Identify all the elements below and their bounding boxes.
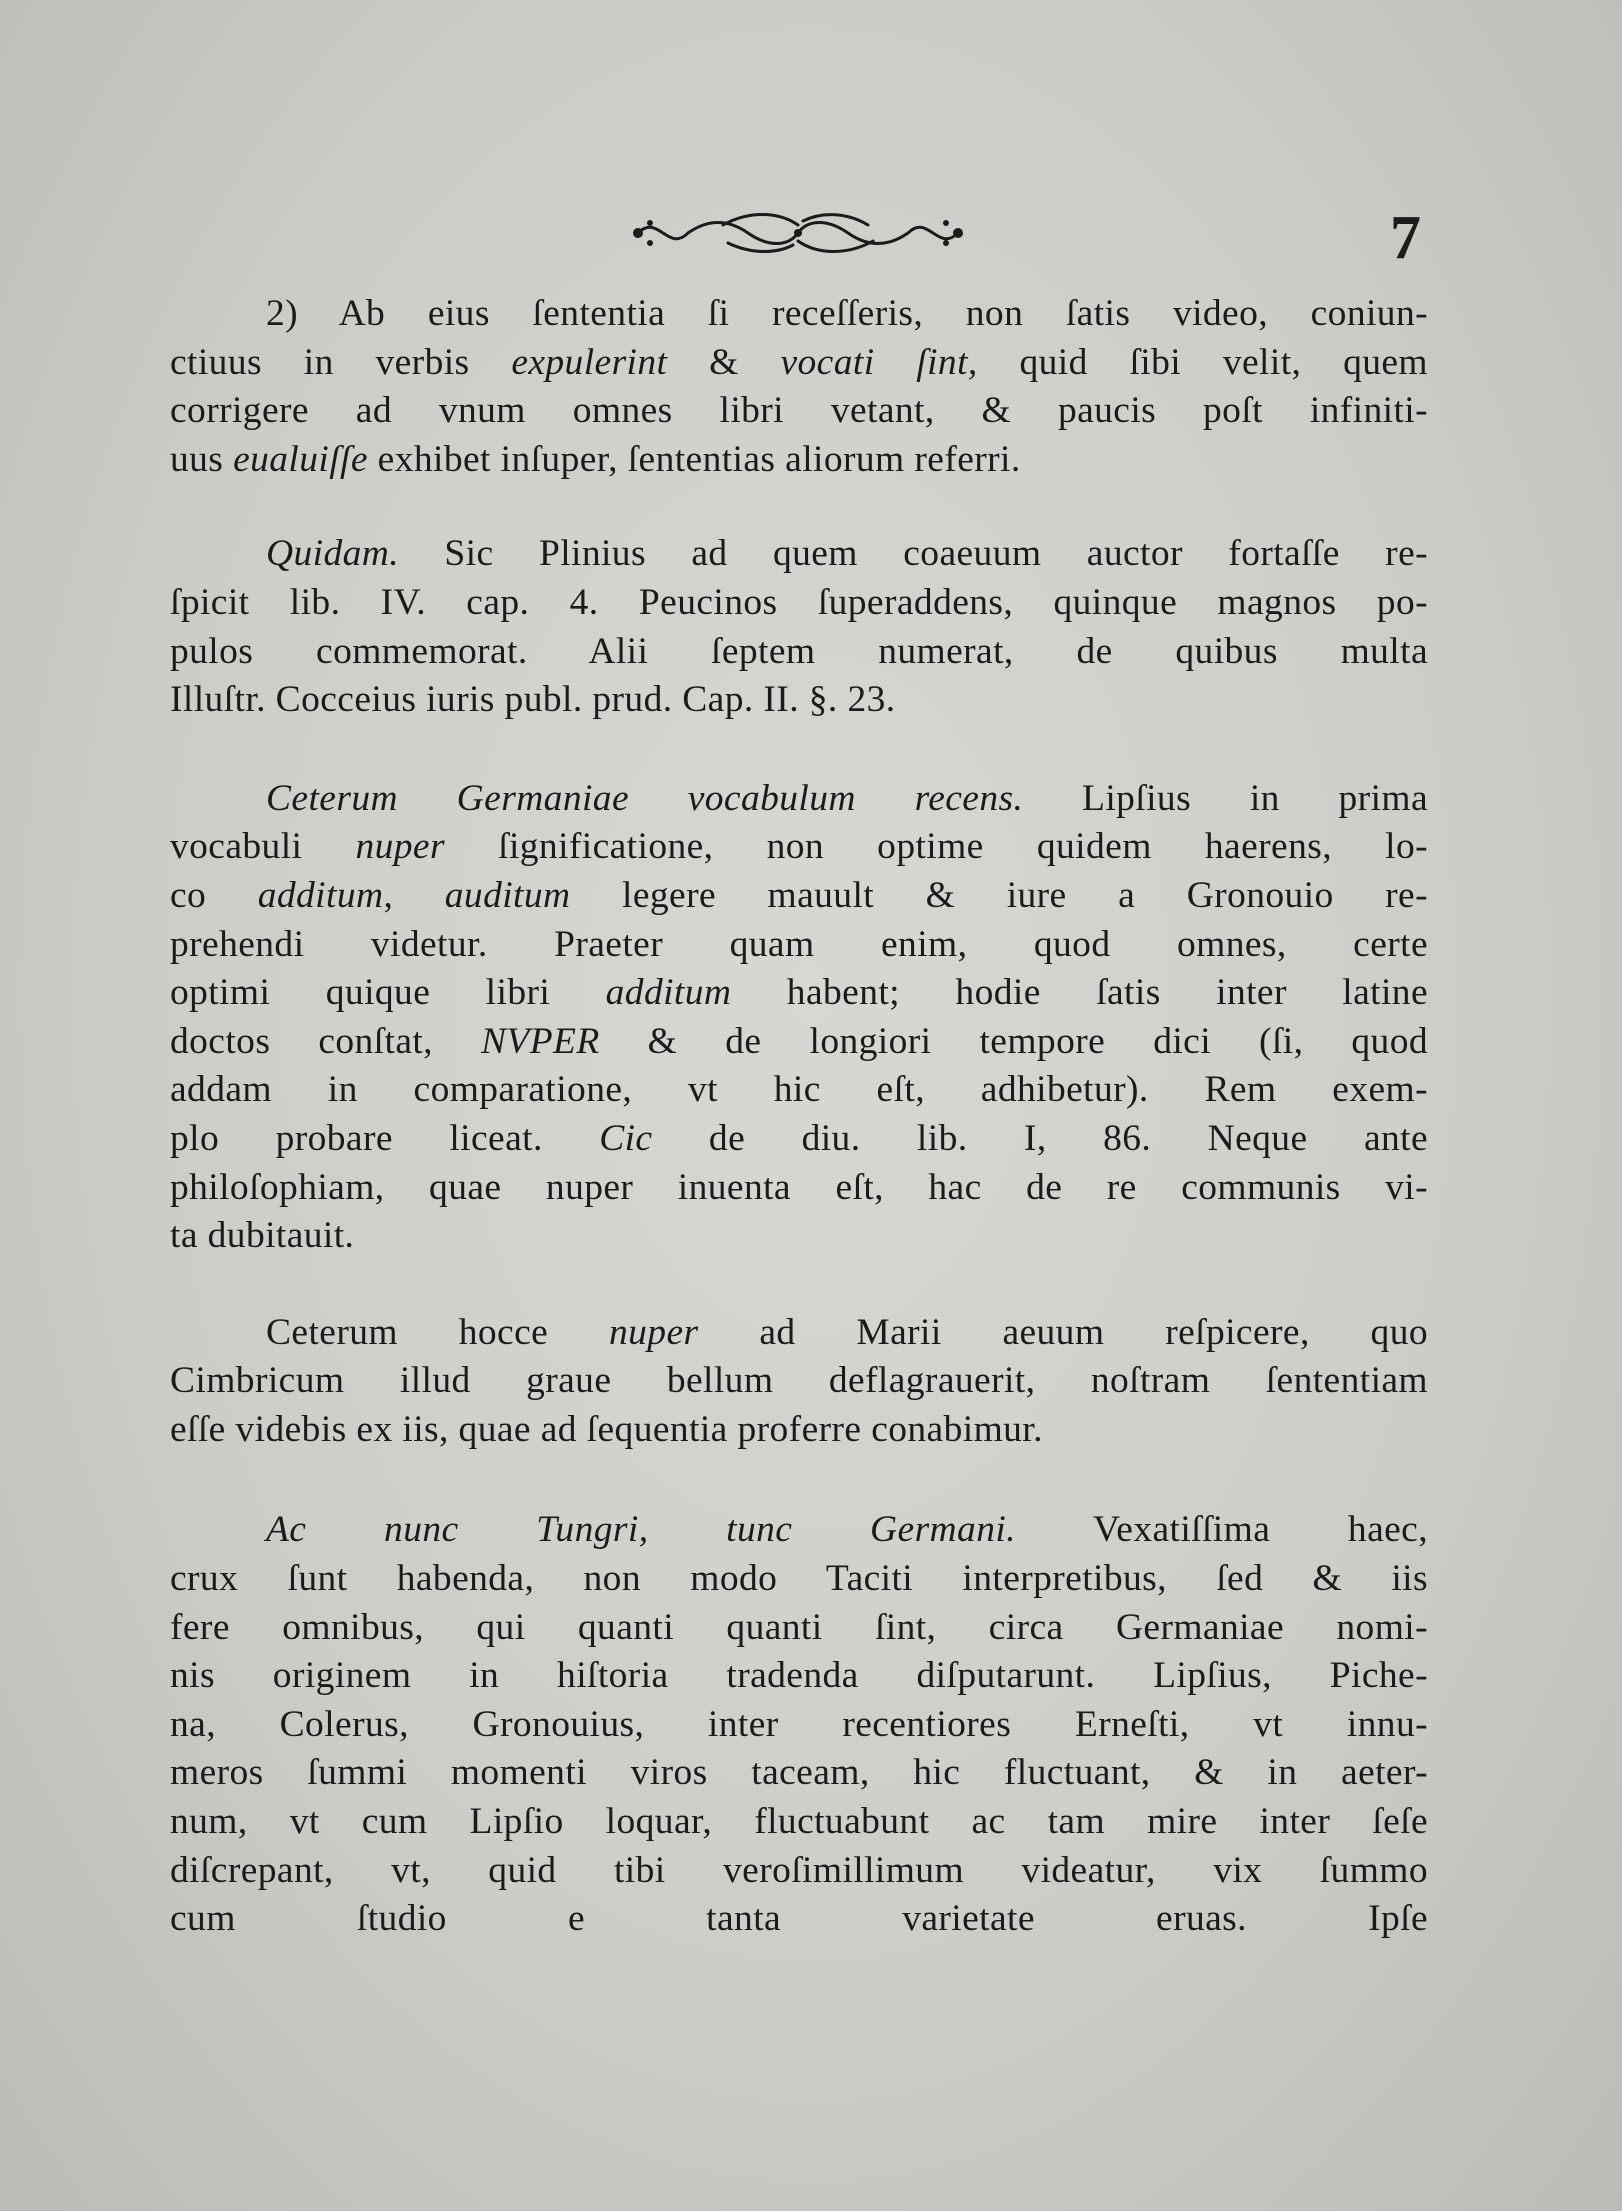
text-line	[170, 775, 1428, 824]
text-run: Lipſius in prima	[1023, 777, 1428, 819]
italic-run: nuper	[355, 826, 445, 868]
text-line	[170, 1847, 1428, 1896]
text-line	[170, 1309, 1428, 1358]
text-run: & de longiori tempore dici (ſi, quod	[599, 1020, 1428, 1062]
text-line	[170, 290, 1428, 339]
text-run: 2) Ab eius ſententia ſi receſſeris, non ſatis video, coniun-	[266, 293, 1428, 334]
text-run: ſpicit lib. IV. cap. 4. Peucinos ſuperaddens, quinque magnos po-	[170, 581, 1428, 623]
text-line	[170, 921, 1428, 970]
page-number: 7	[1390, 204, 1421, 272]
text-line	[170, 387, 1428, 436]
paragraph	[170, 1506, 1428, 1943]
text-run: ta dubitauit.	[170, 1215, 355, 1257]
text-run: crux ſunt habenda, non modo Taciti interpretibus, ſed & iis	[170, 1558, 1428, 1600]
text-run: doctos conſtat,	[170, 1020, 481, 1062]
text-run: Vexatiſſima haec,	[1015, 1509, 1428, 1551]
text-run: pulos commemorat. Alii ſeptem numerat, de quibus multa	[170, 630, 1428, 672]
italic-run: nuper	[609, 1311, 699, 1353]
text-run: Ceterum hocce	[266, 1311, 609, 1353]
text-run: uus	[170, 438, 234, 480]
text-run: vocabuli	[170, 826, 356, 868]
body-text	[170, 290, 1428, 1992]
text-run: ad Marii aeuum reſpicere, quo	[698, 1311, 1428, 1353]
text-line	[170, 1066, 1428, 1115]
text-line	[170, 530, 1428, 579]
text-line	[170, 676, 1428, 725]
text-line	[170, 1798, 1428, 1847]
italic-run: Cic	[599, 1117, 653, 1159]
italic-run: additum	[257, 874, 384, 916]
text-run: nis originem in hiſtoria tradenda diſputarunt. Lipſius, Piche-	[170, 1655, 1428, 1697]
text-run: &	[667, 341, 781, 383]
text-run: fere omnibus, qui quanti quanti ſint, circa Germaniae nomi-	[170, 1606, 1428, 1648]
text-run: Cimbricum illud graue bellum deflagrauerit, noſtram ſententiam	[170, 1360, 1428, 1402]
text-line	[170, 1506, 1428, 1555]
text-run: ,	[383, 874, 445, 916]
text-line	[170, 1749, 1428, 1798]
text-run: optimi quique libri	[170, 972, 606, 1014]
text-line	[170, 1115, 1428, 1164]
italic-run: additum	[605, 972, 732, 1014]
text-line	[170, 1604, 1428, 1653]
text-run: prehendi videtur. Praeter quam enim, quod omnes, certe	[170, 923, 1428, 965]
text-line	[170, 1018, 1428, 1067]
text-run: eſſe videbis ex iis, quae ad ſequentia proferre conabimur.	[170, 1408, 1043, 1450]
text-line	[170, 823, 1428, 872]
text-line	[170, 1555, 1428, 1604]
text-run: corrigere ad vnum omnes libri vetant, & paucis poſt infiniti-	[170, 390, 1428, 432]
text-run: meros ſummi momenti viros taceam, hic fluctuant, & in aeter-	[170, 1752, 1428, 1794]
text-run: cum ſtudio e tanta varietate eruas. Ipſe	[170, 1898, 1428, 1940]
italic-run: expulerint	[511, 341, 668, 383]
text-line	[170, 1652, 1428, 1701]
text-run: num, vt cum Lipſio loquar, fluctuabunt ac tam mire inter ſeſe	[170, 1801, 1428, 1843]
text-line	[170, 339, 1428, 388]
text-line	[170, 1895, 1428, 1944]
page-header	[0, 204, 1622, 272]
text-line	[170, 1406, 1428, 1455]
text-line	[170, 1212, 1428, 1261]
italic-run: NVPER	[481, 1020, 600, 1062]
text-line	[170, 628, 1428, 677]
italic-run: Quidam.	[266, 533, 400, 575]
text-run: Sic Plinius ad quem coaeuum auctor fortaſſe re-	[399, 533, 1428, 575]
text-run: co	[170, 874, 258, 916]
italic-run: Ac nunc Tungri, tunc Germani.	[266, 1509, 1016, 1551]
vignette-ornament-icon	[628, 205, 968, 261]
text-line	[170, 1701, 1428, 1750]
text-line	[170, 436, 1428, 485]
text-run: diſcrepant, vt, quid tibi veroſimillimum videatur, vix ſummo	[170, 1849, 1428, 1891]
text-run: exhibet inſuper, ſententias aliorum referri.	[367, 438, 1021, 480]
italic-run: auditum	[444, 874, 571, 916]
text-line	[170, 969, 1428, 1018]
paragraph	[170, 290, 1428, 484]
text-run: habent; hodie ſatis inter latine	[731, 972, 1429, 1014]
text-line	[170, 1164, 1428, 1213]
text-line	[170, 1357, 1428, 1406]
paragraph	[170, 1309, 1428, 1455]
text-run: plo probare liceat.	[170, 1117, 600, 1159]
text-line	[170, 872, 1428, 921]
text-run: philoſophiam, quae nuper inuenta eſt, hac de re communis vi-	[170, 1166, 1428, 1208]
text-line	[170, 579, 1428, 628]
text-run: legere mauult & iure a Gronouio re-	[570, 874, 1428, 916]
text-run: de diu. lib. I, 86. Neque ante	[652, 1117, 1428, 1159]
text-run: na, Colerus, Gronouius, inter recentiores Erneſti, vt innu-	[170, 1703, 1428, 1745]
text-run: ctiuus in verbis	[170, 341, 512, 383]
italic-run: eualuiſſe	[233, 438, 368, 480]
text-run: addam in comparatione, vt hic eſt, adhibetur). Rem exem-	[170, 1069, 1428, 1111]
text-run: ſignificatione, non optime quidem haerens, lo-	[444, 826, 1428, 868]
paragraph	[170, 530, 1428, 724]
text-run: quid ſibi velit, quem	[977, 341, 1428, 383]
italic-run: vocati ſint,	[780, 341, 978, 383]
text-run: Illuſtr. Cocceius iuris publ. prud. Cap. II. §. 23.	[170, 679, 896, 721]
paragraph	[170, 775, 1428, 1261]
italic-run: Ceterum Germaniae vocabulum recens.	[266, 777, 1024, 819]
